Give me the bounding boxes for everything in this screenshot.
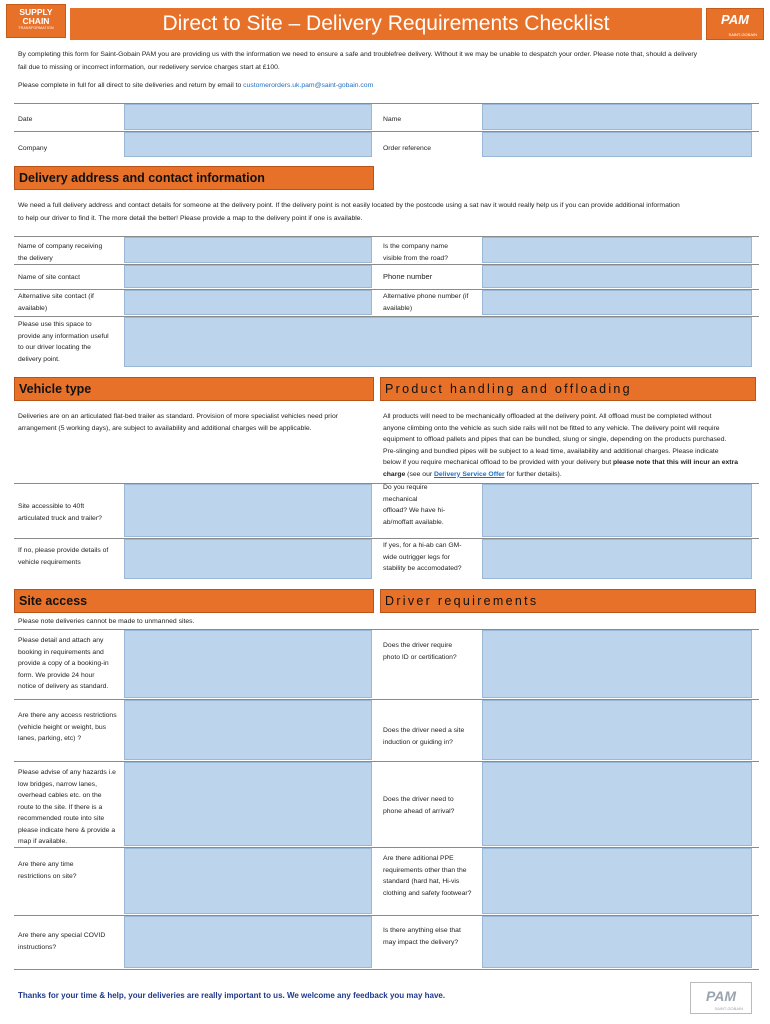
booking-label-line-2: booking in requirements and — [18, 648, 104, 656]
alt-contact-label — [18, 291, 94, 314]
pam-footer-logo — [690, 982, 752, 1014]
product-text-line-6c: for further details). — [504, 470, 562, 478]
booking-field[interactable] — [124, 630, 372, 698]
product-section-heading: Product handling and offloading — [380, 377, 756, 401]
access-restrictions-label — [18, 710, 117, 745]
mechanical-offload-label-line-1: Do you require — [383, 484, 428, 491]
company-visible-label-line-2: visible from the road? — [383, 254, 448, 262]
hazards-label-line-1: Please advise of any hazards i.e — [18, 769, 116, 776]
footer-thanks: Thanks for your time & help, your deliveries are really important to us. We welcome any feedback you may have. — [18, 991, 446, 1000]
intro-line-2: fail due to missing or incorrect information, our redelivery service charges start at £100. — [18, 64, 280, 71]
location-info-label-line-3: to our driver locating the — [18, 344, 91, 351]
booking-label-line-1: Please detail and attach any — [18, 637, 104, 644]
delivery-service-offer-link[interactable]: Delivery Service Offer — [434, 470, 505, 478]
covid-field[interactable] — [124, 916, 372, 968]
site-induction-label-line-2: induction or guiding in? — [383, 738, 453, 746]
mechanical-offload-label-line-4: ab/moffatt available. — [383, 518, 444, 526]
vehicle-text — [18, 411, 373, 434]
company-visible-field[interactable] — [482, 237, 752, 263]
mechanical-offload-label-line-2: mechanical — [383, 495, 418, 503]
mechanical-offload-field[interactable] — [482, 484, 752, 537]
delivery-text — [18, 199, 758, 225]
hazards-label-line-2: low bridges, narrow lanes, — [18, 780, 97, 788]
pam-footer-logo-sub: SAINT-GOBAIN — [714, 1006, 743, 1011]
phone-ahead-label — [383, 794, 454, 817]
vehicle-requirements-label-line-2: vehicle requirements — [18, 558, 81, 566]
site-accessible-label-line-2: articulated truck and trailer? — [18, 514, 102, 522]
photo-id-field[interactable] — [482, 630, 752, 698]
site-accessible-field[interactable] — [124, 484, 372, 537]
photo-id-label — [383, 640, 457, 663]
access-restrictions-label-line-1: Are there any access restrictions — [18, 712, 117, 719]
ppe-label-line-1: Are there aditional PPE — [383, 855, 454, 862]
location-info-field[interactable] — [124, 317, 752, 367]
divider — [14, 969, 759, 970]
booking-label-line-5: notice of delivery as standard. — [18, 683, 109, 690]
hiab-label-line-2: wide outrigger legs for — [383, 553, 450, 561]
order-reference-label: Order reference — [383, 145, 431, 152]
hazards-label-line-3: overhead cables etc. on the — [18, 792, 102, 799]
name-label: Name — [383, 116, 402, 123]
site-accessible-label — [18, 501, 102, 524]
product-text-line-6a: charge — [383, 470, 406, 478]
date-field[interactable] — [124, 104, 372, 130]
phone-number-field[interactable] — [482, 265, 752, 288]
hazards-label — [18, 767, 116, 848]
covid-label-line-2: instructions? — [18, 943, 57, 951]
hazards-label-line-6: please indicate here & provide a — [18, 826, 116, 834]
time-restrictions-label-line-2: restrictions on site? — [18, 872, 77, 880]
anything-else-label-line-2: may impact the delivery? — [383, 938, 459, 946]
hiab-field[interactable] — [482, 539, 752, 579]
site-contact-field[interactable] — [124, 265, 372, 288]
delivery-section-heading: Delivery address and contact information — [14, 166, 374, 190]
product-text-line-4: Pre-slinging and bundled pipes will be subject to a lead time, availability and additional charges. Please indicate — [383, 447, 719, 455]
photo-id-label-line-2: photo ID or certification? — [383, 653, 457, 661]
anything-else-label-line-1: Is there anything else that — [383, 927, 461, 934]
site-access-section-heading: Site access — [14, 589, 374, 613]
product-text-line-5 — [383, 457, 758, 469]
driver-section-heading: Driver requirements — [380, 589, 756, 613]
ppe-field[interactable] — [482, 848, 752, 914]
email-link[interactable]: customerorders.uk.pam@saint-gobain.com — [243, 82, 374, 89]
supply-chain-logo — [6, 4, 66, 38]
hazards-field[interactable] — [124, 762, 372, 846]
date-label: Date — [18, 116, 33, 123]
hazards-label-line-5: recommended route into site — [18, 815, 105, 822]
company-receiving-label — [18, 241, 102, 264]
order-reference-field[interactable] — [482, 132, 752, 157]
site-contact-label: Name of site contact — [18, 274, 80, 281]
ppe-label-line-4: clothing and safety footwear? — [383, 889, 472, 897]
location-info-label-line-1: Please use this space to — [18, 321, 92, 328]
delivery-text-line-2: to help our driver to find it. The more detail the better! Please provide a map to the delivery point if one is available. — [18, 215, 363, 222]
vehicle-requirements-field[interactable] — [124, 539, 372, 579]
company-receiving-field[interactable] — [124, 237, 372, 263]
hiab-label — [383, 540, 462, 575]
product-text-line-6 — [383, 469, 758, 481]
product-text-line-1: All products will need to be mechanically offloaded at the delivery point. All offload must be completed without — [383, 413, 712, 420]
company-receiving-label-line-1: Name of company receiving — [18, 243, 103, 250]
photo-id-label-line-1: Does the driver require — [383, 642, 453, 649]
covid-label-line-1: Are there any special COVID — [18, 932, 106, 939]
alt-contact-label-line-2: available) — [18, 304, 48, 312]
pam-logo — [706, 8, 764, 40]
anything-else-label — [383, 925, 461, 948]
vehicle-requirements-label — [18, 545, 108, 568]
alt-contact-label-line-1: Alternative site contact (if — [18, 293, 94, 300]
access-restrictions-label-line-3: lanes, parking, etc) ? — [18, 735, 82, 742]
vehicle-text-line-1: Deliveries are on an articulated flat-bed trailer as standard. Provision of more specialist vehicles need prior — [18, 413, 338, 420]
mechanical-offload-label-line-3: offload? We have hi- — [383, 507, 446, 514]
product-text-line-5a: below if you require mechanical offload to be provided with your delivery but — [383, 459, 613, 466]
logo-line-2: CHAIN — [22, 16, 50, 26]
intro-email-line — [18, 79, 758, 92]
pam-logo-sub: SAINT-GOBAIN — [728, 32, 757, 37]
vehicle-requirements-label-line-1: If no, please provide details of — [18, 547, 109, 554]
delivery-text-line-1: We need a full delivery address and contact details for someone at the delivery point. If the delivery point is not easily located by the postcode using a sat nav it would really help us if you can provide additional information — [18, 202, 680, 209]
phone-number-label: Phone number — [383, 272, 433, 281]
phone-ahead-label-line-1: Does the driver need to — [383, 796, 454, 803]
vehicle-text-line-2: arrangement (5 working days), are subject to availability and additional charges will be applicable. — [18, 424, 312, 432]
booking-label — [18, 635, 109, 693]
access-restrictions-label-line-2: (vehicle height or weight, bus — [18, 723, 107, 731]
alt-contact-field[interactable] — [124, 290, 372, 315]
ppe-label-line-3: standard (hard hat, Hi-vis — [383, 878, 460, 885]
booking-label-line-4: form. We provide 24 hour — [18, 671, 95, 679]
time-restrictions-field[interactable] — [124, 848, 372, 914]
location-info-label-line-4: delivery point. — [18, 355, 60, 363]
hazards-label-line-7: map if available. — [18, 838, 68, 845]
site-induction-label — [383, 725, 464, 748]
phone-ahead-field[interactable] — [482, 762, 752, 846]
company-label: Company — [18, 145, 48, 152]
anything-else-field[interactable] — [482, 916, 752, 968]
company-field[interactable] — [124, 132, 372, 157]
pam-footer-logo-text: PAM — [705, 988, 737, 1004]
location-info-label — [18, 319, 109, 365]
company-visible-label — [383, 241, 448, 264]
name-field[interactable] — [482, 104, 752, 130]
access-restrictions-field[interactable] — [124, 700, 372, 760]
unmanned-sites-note: Please note deliveries cannot be made to unmanned sites. — [18, 618, 195, 625]
product-text-line-6b: (see our — [405, 470, 435, 478]
mechanical-offload-label — [383, 482, 445, 528]
covid-label — [18, 930, 105, 953]
logo-sub: TRANSFORMATION — [18, 26, 54, 30]
booking-label-line-3: provide a copy of a booking-in — [18, 660, 109, 667]
logo-line-1: SUPPLY — [19, 7, 53, 17]
intro-email-prefix: Please complete in full for all direct to site deliveries and return by email to — [18, 82, 244, 89]
alt-phone-label — [383, 291, 468, 314]
location-info-label-line-2: provide any information useful — [18, 332, 109, 340]
pam-logo-text: PAM — [721, 12, 749, 27]
product-text — [383, 411, 758, 480]
company-visible-label-line-1: Is the company name — [383, 243, 448, 250]
product-text-line-3: equipment to offload pallets and pipes that can be bundled, slung or single, depending on the products purchased. — [383, 436, 727, 443]
alt-phone-label-line-1: Alternative phone number (if — [383, 293, 469, 300]
site-induction-label-line-1: Does the driver need a site — [383, 727, 465, 734]
time-restrictions-label-line-1: Are there any time — [18, 861, 74, 868]
company-receiving-label-line-2: the delivery — [18, 254, 53, 262]
hazards-label-line-4: route to the site. If there is a — [18, 803, 103, 811]
site-accessible-label-line-1: Site accessible to 40ft — [18, 503, 85, 510]
hiab-label-line-3: stability be accomodated? — [383, 565, 462, 572]
ppe-label — [383, 853, 471, 899]
intro-paragraph — [18, 48, 758, 74]
alt-phone-field[interactable] — [482, 290, 752, 315]
page-title: Direct to Site – Delivery Requirements Checklist — [70, 8, 702, 40]
product-text-line-2: anyone climbing onto the vehicle as such side rails will not be fitted to any vehicle. The delivery point will require — [383, 424, 720, 432]
intro-line-1: By completing this form for Saint-Gobain PAM you are providing us with the information we need to ensure a safe and troublefree delivery. Without it we may be unable to despatch your order. Please note that, should a delivery — [18, 51, 698, 58]
site-induction-field[interactable] — [482, 700, 752, 760]
time-restrictions-label — [18, 859, 77, 882]
vehicle-section-heading: Vehicle type — [14, 377, 374, 401]
hiab-label-line-1: If yes, for a hi-ab can GM- — [383, 542, 462, 549]
alt-phone-label-line-2: available) — [383, 304, 413, 312]
product-text-line-5b: please note that this will incur an extra — [612, 459, 738, 466]
ppe-label-line-2: requirements other than the — [383, 866, 467, 874]
phone-ahead-label-line-2: phone ahead of arrival? — [383, 807, 455, 815]
